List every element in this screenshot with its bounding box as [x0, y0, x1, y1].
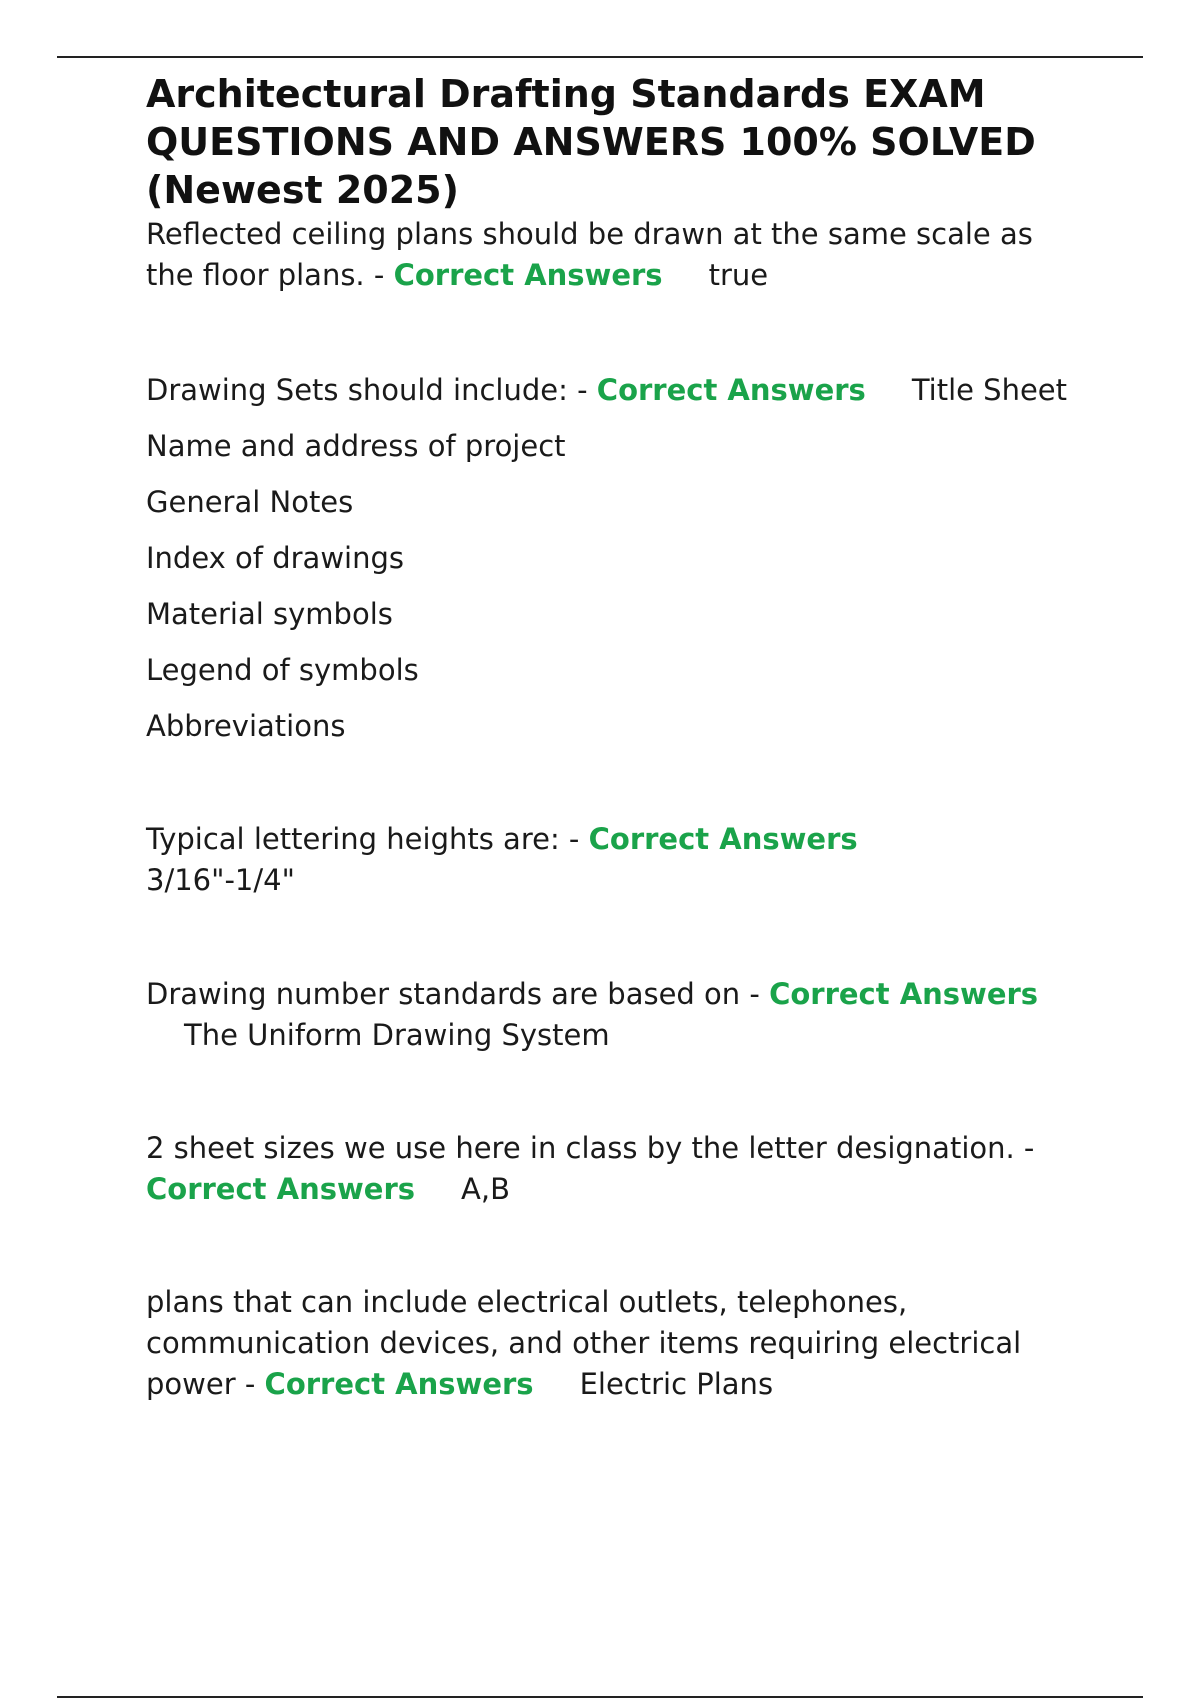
qa-item [146, 819, 1046, 901]
document-body [146, 70, 1086, 1405]
qa-item [146, 1128, 1086, 1210]
list-item: Index of drawings [146, 541, 404, 575]
question-text: Drawing number standards are based on - [146, 977, 760, 1011]
answer-text: A,B [461, 1172, 510, 1206]
question-text: 2 sheet sizes we use here in class by the letter designation. - [146, 1131, 1035, 1165]
top-rule [57, 56, 1143, 58]
question-text: Typical lettering heights are: - [146, 822, 580, 856]
correct-answers-label: Correct Answers [264, 1367, 534, 1401]
qa-item [146, 1282, 1086, 1405]
list-item: Name and address of project [146, 429, 566, 463]
answer-text: true [708, 258, 769, 292]
correct-answers-label: Correct Answers [596, 373, 866, 407]
question-text: Drawing Sets should include: - [146, 373, 588, 407]
qa-item [146, 214, 1086, 296]
correct-answers-label: Correct Answers [588, 822, 858, 856]
document-title: Architectural Drafting Standards EXAM QUESTIONS AND ANSWERS 100% SOLVED (Newest 2025) [146, 72, 1036, 212]
answer-list [146, 426, 1086, 747]
list-item: Material symbols [146, 597, 393, 631]
answer-text: Electric Plans [579, 1367, 774, 1401]
list-item: General Notes [146, 485, 354, 519]
correct-answers-label: Correct Answers [393, 258, 663, 292]
qa-item [146, 974, 1086, 1056]
list-item: Abbreviations [146, 709, 346, 743]
correct-answers-label: Correct Answers [769, 977, 1039, 1011]
qa-item [146, 370, 1086, 411]
list-item: Legend of symbols [146, 653, 419, 687]
answer-text: 3/16"-1/4" [146, 863, 295, 897]
question-text: Reflected ceiling plans should be drawn at the same scale as the floor plans. - [146, 217, 1033, 292]
bottom-rule [57, 1696, 1143, 1698]
question-text: plans that can include electrical outlets, telephones, communication devices, and other items requiring electrical power - [146, 1285, 1022, 1401]
answer-text: Title Sheet [911, 373, 1068, 407]
answer-text: The Uniform Drawing System [184, 1018, 610, 1052]
correct-answers-label: Correct Answers [146, 1172, 416, 1206]
